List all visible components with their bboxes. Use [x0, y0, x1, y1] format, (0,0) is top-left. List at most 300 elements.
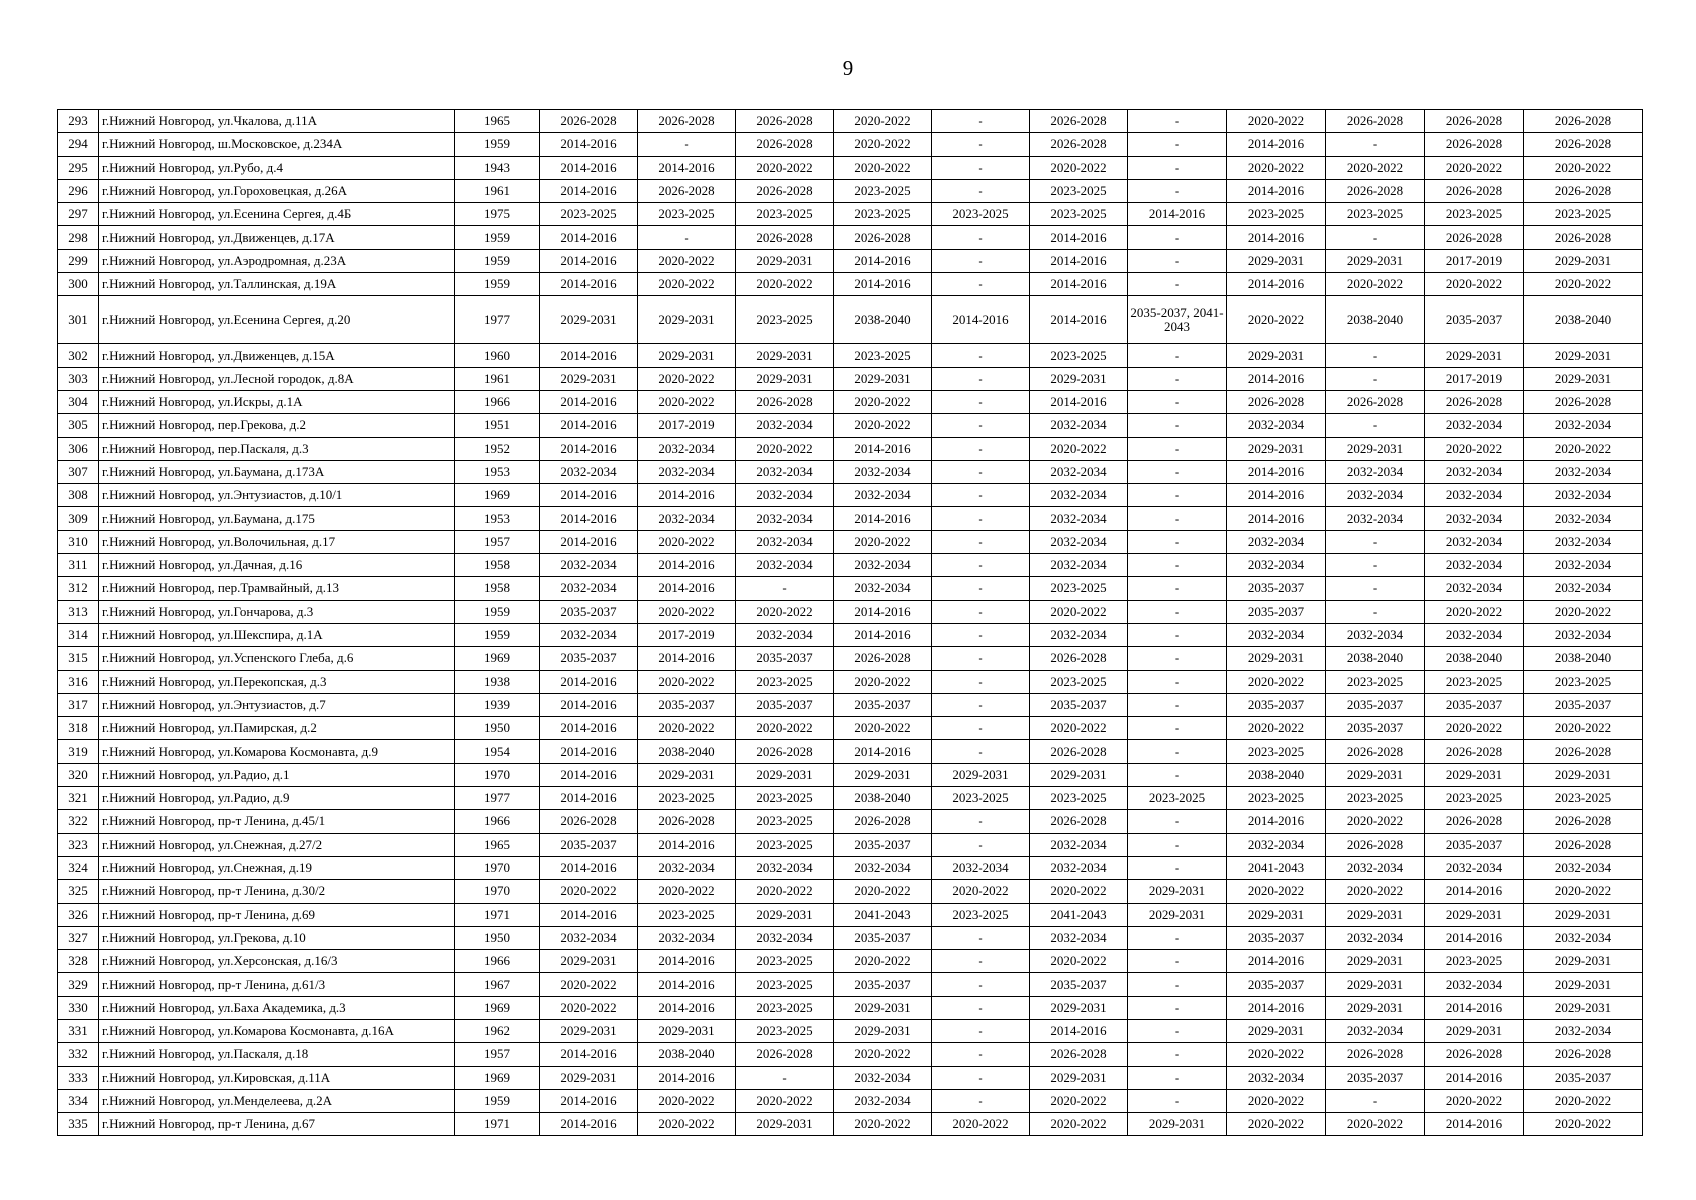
year-built-cell: 1959 — [455, 133, 540, 156]
repair-period-cell: 2023-2025 — [834, 203, 932, 226]
repair-period-cell: 2035-2037 — [1030, 693, 1128, 716]
row-number-cell: 299 — [58, 249, 99, 272]
year-built-cell: 1943 — [455, 156, 540, 179]
repair-period-cell: 2032-2034 — [540, 577, 638, 600]
repair-period-cell: 2029-2031 — [736, 367, 834, 390]
repair-period-cell: 2029-2031 — [736, 903, 834, 926]
repair-period-cell: 2014-2016 — [834, 623, 932, 646]
table-row — [58, 1019, 1643, 1042]
address-cell: г.Нижний Новгород, ул.Есенина Сергея, д.4Б — [99, 203, 455, 226]
repair-period-cell: 2026-2028 — [1524, 226, 1643, 249]
repair-period-cell: 2026-2028 — [1030, 740, 1128, 763]
repair-period-cell: 2023-2025 — [1326, 787, 1425, 810]
repair-period-cell: 2023-2025 — [932, 903, 1030, 926]
repair-period-cell: 2023-2025 — [638, 787, 736, 810]
repair-period-cell: 2020-2022 — [834, 156, 932, 179]
repair-period-cell: 2032-2034 — [834, 1089, 932, 1112]
repair-period-cell: 2038-2040 — [1425, 647, 1524, 670]
repair-period-cell: - — [932, 554, 1030, 577]
table-row — [58, 810, 1643, 833]
repair-period-cell: 2020-2022 — [834, 1043, 932, 1066]
table-row — [58, 156, 1643, 179]
repair-period-cell: 2029-2031 — [638, 344, 736, 367]
row-number-cell: 302 — [58, 344, 99, 367]
repair-period-cell: - — [1128, 179, 1227, 202]
repair-period-cell: 2023-2025 — [834, 179, 932, 202]
repair-period-cell: - — [932, 647, 1030, 670]
repair-period-cell: 2014-2016 — [1030, 296, 1128, 344]
repair-period-cell: - — [1128, 973, 1227, 996]
repair-period-cell: 2029-2031 — [1326, 973, 1425, 996]
repair-period-cell: - — [1128, 273, 1227, 296]
repair-period-cell: 2029-2031 — [1128, 903, 1227, 926]
repair-period-cell: 2026-2028 — [834, 810, 932, 833]
repair-period-cell: 2020-2022 — [1030, 717, 1128, 740]
repair-period-cell: 2029-2031 — [1524, 344, 1643, 367]
repair-period-cell: 2020-2022 — [736, 600, 834, 623]
year-built-cell: 1965 — [455, 110, 540, 133]
repair-period-cell: 2041-2043 — [1227, 856, 1326, 879]
repair-period-cell: 2035-2037 — [834, 833, 932, 856]
repair-period-cell: - — [1128, 437, 1227, 460]
address-cell: г.Нижний Новгород, ул.Перекопская, д.3 — [99, 670, 455, 693]
repair-period-cell: 2014-2016 — [1425, 996, 1524, 1019]
repair-period-cell: 2032-2034 — [638, 460, 736, 483]
repair-period-cell: - — [1326, 1089, 1425, 1112]
repair-period-cell: 2020-2022 — [1227, 156, 1326, 179]
repair-period-cell: 2029-2031 — [1326, 903, 1425, 926]
repair-period-cell: 2032-2034 — [1030, 530, 1128, 553]
row-number-cell: 294 — [58, 133, 99, 156]
repair-period-cell: 2020-2022 — [834, 670, 932, 693]
repair-period-cell: 2014-2016 — [1030, 249, 1128, 272]
repair-period-cell: 2032-2034 — [1524, 530, 1643, 553]
repair-period-cell: 2035-2037 — [736, 693, 834, 716]
repair-period-cell: - — [1128, 577, 1227, 600]
repair-period-cell: 2032-2034 — [1524, 623, 1643, 646]
repair-period-cell: - — [736, 577, 834, 600]
repair-period-cell: 2032-2034 — [1524, 507, 1643, 530]
repair-period-cell: 2032-2034 — [736, 554, 834, 577]
repair-period-cell: 2029-2031 — [638, 296, 736, 344]
row-number-cell: 295 — [58, 156, 99, 179]
repair-period-cell: 2038-2040 — [1524, 296, 1643, 344]
repair-period-cell: 2029-2031 — [834, 763, 932, 786]
repair-period-cell: 2020-2022 — [540, 973, 638, 996]
repair-period-cell: 2029-2031 — [540, 1066, 638, 1089]
repair-period-cell: 2038-2040 — [834, 787, 932, 810]
repair-period-cell: 2020-2022 — [1524, 1113, 1643, 1136]
repair-period-cell: 2023-2025 — [638, 903, 736, 926]
repair-period-cell: - — [1128, 484, 1227, 507]
row-number-cell: 333 — [58, 1066, 99, 1089]
repair-period-cell: - — [932, 926, 1030, 949]
repair-period-cell: 2026-2028 — [1030, 1043, 1128, 1066]
repair-period-cell: 2032-2034 — [1326, 507, 1425, 530]
repair-period-cell: 2020-2022 — [736, 273, 834, 296]
address-cell: г.Нижний Новгород, ул.Баха Академика, д.3 — [99, 996, 455, 1019]
row-number-cell: 331 — [58, 1019, 99, 1042]
table-row — [58, 1043, 1643, 1066]
repair-period-cell: 2026-2028 — [1030, 810, 1128, 833]
repair-period-cell: 2026-2028 — [1524, 133, 1643, 156]
year-built-cell: 1952 — [455, 437, 540, 460]
address-cell: г.Нижний Новгород, пер.Грекова, д.2 — [99, 414, 455, 437]
repair-period-cell: 2032-2034 — [1227, 530, 1326, 553]
repair-period-cell: 2020-2022 — [1326, 810, 1425, 833]
repair-period-cell: 2020-2022 — [1326, 156, 1425, 179]
repair-period-cell: - — [1128, 367, 1227, 390]
repair-period-cell: 2035-2037 — [1326, 717, 1425, 740]
repair-period-cell: 2014-2016 — [1425, 880, 1524, 903]
repair-period-cell: 2026-2028 — [736, 1043, 834, 1066]
repair-period-cell: 2038-2040 — [638, 740, 736, 763]
repair-period-cell: - — [1326, 577, 1425, 600]
repair-period-cell: 2032-2034 — [1425, 507, 1524, 530]
repair-period-cell: 2020-2022 — [1524, 880, 1643, 903]
repair-period-cell: 2026-2028 — [736, 390, 834, 413]
repair-period-cell: 2017-2019 — [1425, 249, 1524, 272]
repair-period-cell: 2014-2016 — [540, 1113, 638, 1136]
repair-period-cell: 2020-2022 — [638, 249, 736, 272]
repair-period-cell: - — [1128, 249, 1227, 272]
repair-period-cell: - — [932, 810, 1030, 833]
repair-period-cell: 2020-2022 — [1524, 273, 1643, 296]
table-row — [58, 833, 1643, 856]
table-row — [58, 903, 1643, 926]
year-built-cell: 1970 — [455, 763, 540, 786]
repair-period-cell: 2020-2022 — [638, 1113, 736, 1136]
repair-period-cell: 2032-2034 — [1030, 856, 1128, 879]
row-number-cell: 297 — [58, 203, 99, 226]
repair-period-cell: - — [1326, 367, 1425, 390]
repair-period-cell: 2026-2028 — [1425, 110, 1524, 133]
row-number-cell: 335 — [58, 1113, 99, 1136]
repair-period-cell: 2017-2019 — [638, 414, 736, 437]
repair-period-cell: 2032-2034 — [1030, 926, 1128, 949]
repair-period-cell: 2014-2016 — [540, 763, 638, 786]
repair-period-cell: 2023-2025 — [1425, 787, 1524, 810]
repair-period-cell: 2014-2016 — [1128, 203, 1227, 226]
repair-period-cell: 2032-2034 — [1326, 623, 1425, 646]
repair-period-cell: 2032-2034 — [638, 856, 736, 879]
repair-period-cell: 2023-2025 — [1030, 179, 1128, 202]
repair-period-cell: 2020-2022 — [834, 880, 932, 903]
row-number-cell: 327 — [58, 926, 99, 949]
repair-period-cell: 2014-2016 — [834, 437, 932, 460]
year-built-cell: 1975 — [455, 203, 540, 226]
repair-period-cell: - — [1128, 156, 1227, 179]
repair-period-cell: - — [932, 670, 1030, 693]
repair-period-cell: 2020-2022 — [834, 110, 932, 133]
repair-period-cell: - — [932, 1089, 1030, 1112]
repair-period-cell: 2029-2031 — [540, 296, 638, 344]
table-body — [58, 110, 1643, 1136]
repair-period-cell: 2032-2034 — [638, 507, 736, 530]
year-built-cell: 1970 — [455, 880, 540, 903]
repair-period-cell: 2014-2016 — [540, 787, 638, 810]
repair-period-cell: 2023-2025 — [1326, 670, 1425, 693]
repair-period-cell: 2032-2034 — [1425, 577, 1524, 600]
repair-period-cell: 2026-2028 — [1425, 133, 1524, 156]
row-number-cell: 311 — [58, 554, 99, 577]
repair-period-cell: 2014-2016 — [1227, 996, 1326, 1019]
year-built-cell: 1938 — [455, 670, 540, 693]
repair-period-cell: 2041-2043 — [834, 903, 932, 926]
repair-period-cell: 2032-2034 — [1524, 484, 1643, 507]
repair-period-cell: 2014-2016 — [834, 273, 932, 296]
repair-period-cell: 2026-2028 — [638, 810, 736, 833]
repair-period-cell: 2014-2016 — [540, 1043, 638, 1066]
repair-period-cell: 2023-2025 — [1425, 203, 1524, 226]
repair-period-cell: 2032-2034 — [1425, 484, 1524, 507]
repair-period-cell: 2020-2022 — [638, 273, 736, 296]
repair-period-cell: 2020-2022 — [736, 437, 834, 460]
repair-period-cell: 2035-2037 — [1326, 693, 1425, 716]
repair-period-cell: 2029-2031 — [736, 249, 834, 272]
repair-period-cell: 2029-2031 — [1425, 903, 1524, 926]
row-number-cell: 312 — [58, 577, 99, 600]
repair-period-cell: - — [932, 133, 1030, 156]
repair-period-cell: - — [932, 577, 1030, 600]
repair-period-cell: 2026-2028 — [540, 810, 638, 833]
repair-period-cell: - — [932, 996, 1030, 1019]
year-built-cell: 1961 — [455, 367, 540, 390]
address-cell: г.Нижний Новгород, ул.Искры, д.1А — [99, 390, 455, 413]
repair-period-cell: 2014-2016 — [1227, 460, 1326, 483]
repair-period-cell: 2032-2034 — [638, 437, 736, 460]
address-cell: г.Нижний Новгород, ул.Баумана, д.173А — [99, 460, 455, 483]
table-row — [58, 390, 1643, 413]
repair-period-cell: 2014-2016 — [1425, 926, 1524, 949]
repair-period-cell: 2032-2034 — [834, 577, 932, 600]
repair-period-cell: 2014-2016 — [932, 296, 1030, 344]
address-cell: г.Нижний Новгород, пр-т Ленина, д.69 — [99, 903, 455, 926]
table-row — [58, 1113, 1643, 1136]
repair-period-cell: 2026-2028 — [1524, 179, 1643, 202]
repair-period-cell: 2032-2034 — [1326, 460, 1425, 483]
table-row — [58, 507, 1643, 530]
repair-period-cell: 2014-2016 — [540, 530, 638, 553]
year-built-cell: 1977 — [455, 787, 540, 810]
repair-period-cell: - — [1326, 344, 1425, 367]
table-row — [58, 460, 1643, 483]
repair-period-cell: 2026-2028 — [1326, 740, 1425, 763]
repair-period-cell: 2023-2025 — [1227, 787, 1326, 810]
repair-period-cell: 2020-2022 — [834, 133, 932, 156]
repair-period-cell: 2014-2016 — [638, 973, 736, 996]
address-cell: г.Нижний Новгород, ул.Радио, д.9 — [99, 787, 455, 810]
repair-period-cell: 2032-2034 — [1425, 973, 1524, 996]
repair-period-cell: 2032-2034 — [736, 856, 834, 879]
repair-period-cell: 2035-2037 — [1030, 973, 1128, 996]
repair-period-cell: 2014-2016 — [638, 950, 736, 973]
repair-period-cell: 2020-2022 — [1524, 600, 1643, 623]
repair-period-cell: 2035-2037 — [736, 647, 834, 670]
table-row — [58, 717, 1643, 740]
table-row — [58, 670, 1643, 693]
repair-period-cell: 2014-2016 — [1227, 179, 1326, 202]
table-row — [58, 367, 1643, 390]
year-built-cell: 1959 — [455, 600, 540, 623]
repair-period-cell: 2020-2022 — [1227, 670, 1326, 693]
repair-period-cell: 2032-2034 — [1425, 856, 1524, 879]
repair-period-cell: 2029-2031 — [1326, 950, 1425, 973]
repair-period-cell: 2032-2034 — [1227, 833, 1326, 856]
repair-period-cell: 2023-2025 — [834, 344, 932, 367]
repair-period-cell: 2032-2034 — [1030, 460, 1128, 483]
address-cell: г.Нижний Новгород, ул.Грекова, д.10 — [99, 926, 455, 949]
repair-period-cell: - — [932, 1066, 1030, 1089]
repair-period-cell: 2026-2028 — [1425, 226, 1524, 249]
repair-period-cell: 2020-2022 — [1030, 880, 1128, 903]
address-cell: г.Нижний Новгород, ул.Радио, д.1 — [99, 763, 455, 786]
repair-period-cell: 2029-2031 — [1425, 1019, 1524, 1042]
repair-period-cell: 2035-2037 — [1524, 1066, 1643, 1089]
repair-period-cell: - — [932, 1019, 1030, 1042]
address-cell: г.Нижний Новгород, пр-т Ленина, д.45/1 — [99, 810, 455, 833]
repair-period-cell: - — [932, 179, 1030, 202]
repair-period-cell: 2035-2037 — [540, 647, 638, 670]
repair-period-cell: - — [932, 740, 1030, 763]
repair-period-cell: 2020-2022 — [638, 390, 736, 413]
address-cell: г.Нижний Новгород, ул.Чкалова, д.11А — [99, 110, 455, 133]
repair-period-cell: 2029-2031 — [736, 763, 834, 786]
repair-period-cell: - — [1128, 763, 1227, 786]
repair-period-cell: 2029-2031 — [1524, 950, 1643, 973]
repair-period-cell: 2029-2031 — [1030, 367, 1128, 390]
repair-period-cell: 2014-2016 — [540, 507, 638, 530]
repair-period-cell: - — [932, 507, 1030, 530]
repair-period-cell: 2023-2025 — [1030, 344, 1128, 367]
repair-period-cell: 2026-2028 — [1326, 110, 1425, 133]
repair-period-cell: 2014-2016 — [540, 717, 638, 740]
repair-period-cell: - — [932, 693, 1030, 716]
repair-period-cell: 2038-2040 — [638, 1043, 736, 1066]
repair-period-cell: 2020-2022 — [736, 880, 834, 903]
repair-period-cell: 2023-2025 — [736, 950, 834, 973]
repair-period-cell: 2032-2034 — [736, 507, 834, 530]
repair-period-cell: 2023-2025 — [736, 973, 834, 996]
repair-period-cell: 2023-2025 — [1425, 950, 1524, 973]
address-cell: г.Нижний Новгород, ул.Энтузиастов, д.10/1 — [99, 484, 455, 507]
row-number-cell: 310 — [58, 530, 99, 553]
repair-period-cell: 2026-2028 — [1326, 390, 1425, 413]
repair-period-cell: 2014-2016 — [1227, 810, 1326, 833]
repair-period-cell: 2014-2016 — [638, 647, 736, 670]
repair-period-cell: 2020-2022 — [834, 717, 932, 740]
repair-period-cell: 2023-2025 — [736, 833, 834, 856]
repair-period-cell: 2026-2028 — [638, 179, 736, 202]
repair-period-cell: - — [1128, 390, 1227, 413]
repair-period-cell: 2029-2031 — [1227, 344, 1326, 367]
repair-period-cell: 2032-2034 — [540, 623, 638, 646]
repair-period-cell: 2026-2028 — [736, 110, 834, 133]
repair-period-cell: - — [1128, 1019, 1227, 1042]
repair-period-cell: 2029-2031 — [1030, 763, 1128, 786]
repair-period-cell: 2014-2016 — [540, 670, 638, 693]
repair-period-cell: 2020-2022 — [638, 367, 736, 390]
repair-period-cell: - — [932, 484, 1030, 507]
repair-period-cell: - — [1326, 554, 1425, 577]
repair-period-cell: - — [1128, 554, 1227, 577]
repair-period-cell: 2014-2016 — [540, 693, 638, 716]
repair-period-cell: 2029-2031 — [1326, 763, 1425, 786]
table-row — [58, 740, 1643, 763]
repair-period-cell: 2029-2031 — [540, 1019, 638, 1042]
repair-period-cell: 2014-2016 — [540, 903, 638, 926]
repair-period-cell: 2020-2022 — [1326, 1113, 1425, 1136]
repair-period-cell: 2029-2031 — [1030, 1066, 1128, 1089]
repair-period-cell: 2014-2016 — [834, 740, 932, 763]
repair-period-cell: 2032-2034 — [1524, 1019, 1643, 1042]
address-cell: г.Нижний Новгород, ул.Есенина Сергея, д.20 — [99, 296, 455, 344]
row-number-cell: 316 — [58, 670, 99, 693]
repair-period-cell: 2026-2028 — [736, 179, 834, 202]
repair-period-cell: 2029-2031 — [1524, 763, 1643, 786]
address-cell: г.Нижний Новгород, ул.Снежная, д.19 — [99, 856, 455, 879]
repair-period-cell: - — [932, 156, 1030, 179]
row-number-cell: 300 — [58, 273, 99, 296]
repair-period-cell: 2020-2022 — [638, 717, 736, 740]
address-cell: г.Нижний Новгород, ул.Гончарова, д.3 — [99, 600, 455, 623]
repair-period-cell: 2020-2022 — [1425, 717, 1524, 740]
repair-period-cell: 2032-2034 — [932, 856, 1030, 879]
repair-period-cell: 2023-2025 — [736, 810, 834, 833]
address-cell: г.Нижний Новгород, ул.Лесной городок, д.8А — [99, 367, 455, 390]
repair-period-cell: 2023-2025 — [1030, 577, 1128, 600]
repair-period-cell: 2026-2028 — [1326, 833, 1425, 856]
repair-period-cell: 2032-2034 — [1524, 577, 1643, 600]
repair-period-cell: 2032-2034 — [1524, 926, 1643, 949]
repair-period-cell: 2029-2031 — [1128, 1113, 1227, 1136]
repair-period-cell: - — [1128, 1043, 1227, 1066]
year-built-cell: 1953 — [455, 460, 540, 483]
table-row — [58, 484, 1643, 507]
repair-period-cell: 2023-2025 — [932, 203, 1030, 226]
address-cell: г.Нижний Новгород, ул.Волочильная, д.17 — [99, 530, 455, 553]
repair-period-cell: 2032-2034 — [1524, 856, 1643, 879]
repair-period-cell: 2026-2028 — [1425, 390, 1524, 413]
repair-period-cell: 2032-2034 — [1326, 926, 1425, 949]
table-row — [58, 273, 1643, 296]
repair-period-cell: 2020-2022 — [736, 1089, 834, 1112]
address-cell: г.Нижний Новгород, ул.Комарова Космонавта, д.9 — [99, 740, 455, 763]
repair-period-cell: 2029-2031 — [834, 367, 932, 390]
row-number-cell: 313 — [58, 600, 99, 623]
repair-period-cell: 2020-2022 — [1030, 950, 1128, 973]
repair-period-cell: 2014-2016 — [540, 740, 638, 763]
address-cell: г.Нижний Новгород, ул.Гороховецкая, д.26А — [99, 179, 455, 202]
year-built-cell: 1950 — [455, 717, 540, 740]
repair-period-cell: 2014-2016 — [1030, 273, 1128, 296]
repair-period-cell: 2032-2034 — [1524, 414, 1643, 437]
repair-period-cell: - — [932, 110, 1030, 133]
repair-period-cell: 2038-2040 — [1326, 296, 1425, 344]
repair-period-cell: - — [638, 226, 736, 249]
repair-period-cell: 2023-2025 — [1524, 203, 1643, 226]
repair-period-cell: 2032-2034 — [834, 856, 932, 879]
repair-period-cell: 2026-2028 — [1326, 1043, 1425, 1066]
repair-period-cell: 2023-2025 — [736, 1019, 834, 1042]
table-row — [58, 437, 1643, 460]
repair-period-cell: 2014-2016 — [540, 390, 638, 413]
repair-period-cell: 2020-2022 — [638, 670, 736, 693]
repair-period-cell: 2038-2040 — [1524, 647, 1643, 670]
repair-period-cell: - — [1128, 600, 1227, 623]
repair-period-cell: 2026-2028 — [1524, 740, 1643, 763]
repair-period-cell: 2026-2028 — [736, 133, 834, 156]
